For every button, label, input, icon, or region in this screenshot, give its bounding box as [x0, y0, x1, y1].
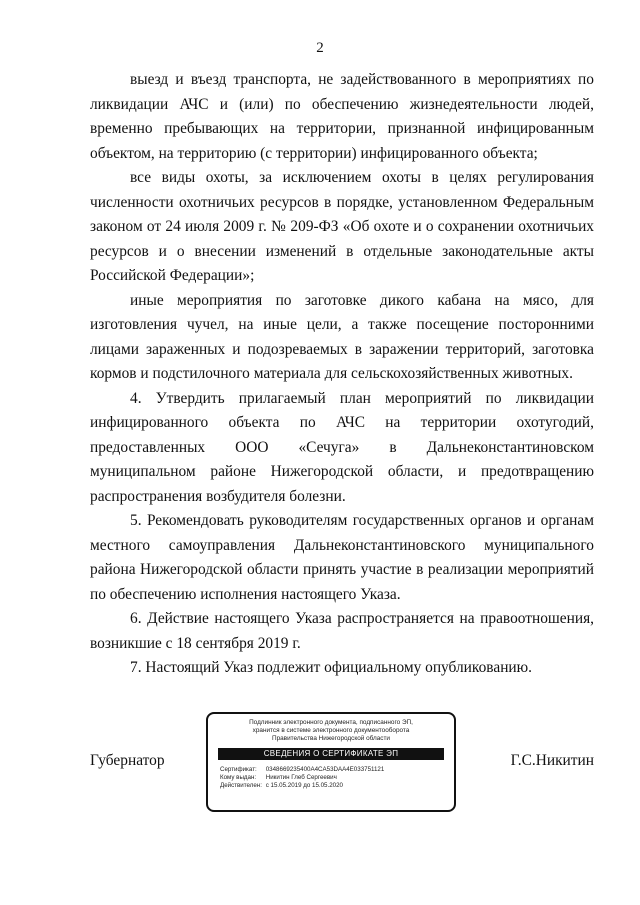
stamp-header-line: хранится в системе электронного документооборота	[252, 727, 410, 734]
certificate-label: Сертификат:	[220, 766, 257, 773]
paragraph: иные мероприятия по заготовке дикого кабана на мясо, для изготовления чучел, на иные цели, а также посещение посторонними лицами зараженных и подозреваемых в заражении территорий, заготовка кормов и подстилочного материала для сельскохозяйственных животных.	[90, 291, 594, 382]
stamp-header	[216, 719, 446, 743]
validity-label: Действителен:	[220, 782, 262, 790]
stamp-details	[220, 766, 454, 791]
paragraph: 6. Действие настоящего Указа распространяется на правоотношения, возникшие с 18 сентября 2019 г.	[90, 610, 594, 652]
paragraph: 4. Утвердить прилагаемый план мероприятий по ликвидации инфицированного объекта по АЧС на территории охотугодий, предоставленных ООО «Сечуга» в Дальнеконстантиновском муниципальном районе Нижегородской области, и предотвращению распространения возбудителя болезни.	[90, 389, 594, 505]
issued-to-row	[220, 774, 454, 782]
stamp-header-line: Правительства Нижегородской области	[271, 735, 391, 742]
certificate-row	[220, 766, 454, 774]
paragraph: 5. Рекомендовать руководителям государственных органов и органам местного самоуправления Дальнеконстантиновского муниципального района Нижегородской области принять участие в реализации мероприятий по обеспечению исполнения настоящего Указа.	[90, 512, 594, 603]
certificate-value: 0348669235400A4CA53DAA4E033751121	[265, 766, 385, 773]
paragraph: выезд и въезд транспорта, не задействованного в мероприятиях по ликвидации АЧС и (или) по обеспечению жизнедеятельности людей, временно пребывающих на территории, признанной инфицированным объектом, на территорию (с территории) инфицированного объекта;	[90, 71, 594, 162]
issued-to-label: Кому выдан:	[220, 774, 257, 782]
page-number: 2	[316, 40, 324, 56]
stamp-title-bar: СВЕДЕНИЯ О СЕРТИФИКАТЕ ЭП	[218, 748, 444, 760]
validity-row	[220, 782, 454, 790]
signer-name: Г.С.Никитин	[510, 752, 594, 769]
electronic-signature-stamp	[206, 712, 456, 812]
signer-title: Губернатор	[90, 752, 165, 769]
document-body	[90, 68, 594, 681]
paragraph: все виды охоты, за исключением охоты в целях регулирования численности охотничьих ресурсов в порядке, установленном Федеральным законом от 24 июля 2009 г. № 209-ФЗ «Об охоте и о сохранении охотничьих ресурсов и о внесении изменений в отдельные законодательные акты Российской Федерации»;	[90, 169, 594, 284]
stamp-header-line: Подлинник электронного документа, подписанного ЭП,	[249, 719, 413, 726]
issued-to-value: Никитин Глеб Сергеевич	[265, 774, 337, 782]
validity-value: с 15.05.2019 до 15.05.2020	[265, 782, 343, 790]
paragraph: 7. Настоящий Указ подлежит официальному опубликованию.	[130, 659, 533, 676]
